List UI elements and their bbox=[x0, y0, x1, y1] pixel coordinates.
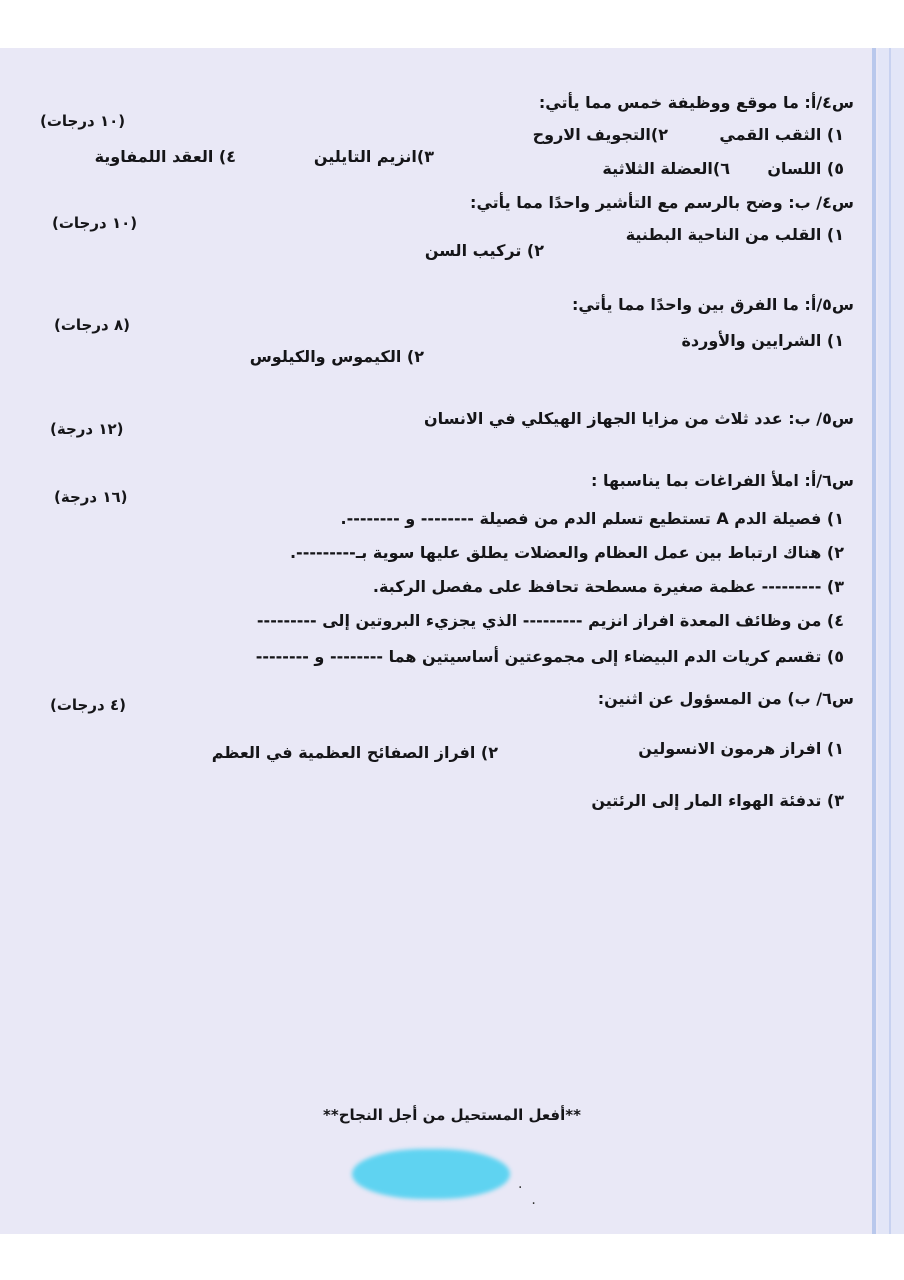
q4a-item-4: ٤) العقد اللمفاوية bbox=[94, 147, 236, 166]
q4b-title: س٤/ ب: وضح بالرسم مع التأشير واحدًا مما يأتي: bbox=[470, 193, 854, 212]
q6a-title: س٦/أ: املأ الفراغات بما يناسبها : bbox=[591, 471, 854, 490]
q5a-item-1: ١) الشرايين والأوردة bbox=[681, 331, 844, 350]
q4b-item-2: ٢) تركيب السن bbox=[424, 241, 544, 260]
q4b-item-1: ١) القلب من الناحية البطنية bbox=[625, 225, 844, 244]
redaction-mark bbox=[352, 1149, 510, 1199]
q4a-title: س٤/أ: ما موقع ووظيفة خمس مما يأتي: bbox=[538, 93, 854, 112]
q5b-title: س٥/ ب: عدد ثلاث من مزايا الجهاز الهيكلي في الانسان bbox=[423, 409, 854, 428]
footer-motto: **أفعل المستحيل من أجل النجاح** bbox=[323, 1106, 581, 1124]
q5b-marks: (١٢ درجة) bbox=[50, 420, 124, 438]
q4a-item-1: ١) الثقب القمي bbox=[719, 125, 844, 144]
q5a-item-2: ٢) الكيموس والكيلوس bbox=[249, 347, 424, 366]
q6b-item-2: ٢) افراز الصفائح العظمية في العظم bbox=[211, 743, 498, 762]
q6b-item-3: ٣) تدفئة الهواء المار إلى الرئتين bbox=[591, 791, 844, 810]
q6a-item-4: ٤) من وظائف المعدة افراز انزيم --------- الذي يجزيء البروتين إلى --------- bbox=[256, 611, 844, 630]
stray-marks: . . bbox=[518, 1176, 536, 1208]
q6a-item-3: ٣) --------- عظمة صغيرة مسطحة تحافظ على مفصل الركبة. bbox=[372, 577, 844, 596]
page-edge-margin bbox=[878, 48, 904, 1234]
q6a-item-5: ٥) تقسم كريات الدم البيضاء إلى مجموعتين أساسيتين هما -------- و -------- bbox=[255, 647, 844, 666]
q4b-marks: (١٠ درجات) bbox=[52, 214, 138, 232]
page-edge-line-2 bbox=[889, 48, 891, 1234]
exam-sheet bbox=[0, 48, 904, 1234]
q4a-item-2: ٢)التجويف الاروح bbox=[532, 125, 668, 144]
q6b-item-1: ١) افراز هرمون الانسولين bbox=[638, 739, 844, 758]
q6a-marks: (١٦ درجة) bbox=[54, 488, 128, 506]
q4a-item-6: ٦)العضلة الثلاثية bbox=[602, 159, 730, 178]
q4a-item-5: ٥) اللسان bbox=[767, 159, 844, 178]
q6b-title: س٦/ ب) من المسؤول عن اثنين: bbox=[597, 689, 854, 708]
q4a-item-3: ٣)انزيم التايلين bbox=[313, 147, 434, 166]
q4a-marks: (١٠ درجات) bbox=[40, 112, 126, 130]
page-edge-line bbox=[872, 48, 876, 1234]
q6a-item-1: ١) فصيلة الدم A تستطيع تسلم الدم من فصيلة -------- و --------. bbox=[340, 509, 844, 528]
q6a-item-2: ٢) هناك ارتباط بين عمل العظام والعضلات يطلق عليها سوية بـ---------. bbox=[289, 543, 844, 562]
q5a-title: س٥/أ: ما الفرق بين واحدًا مما يأتي: bbox=[571, 295, 854, 314]
q6b-marks: (٤ درجات) bbox=[50, 696, 126, 714]
q5a-marks: (٨ درجات) bbox=[54, 316, 130, 334]
